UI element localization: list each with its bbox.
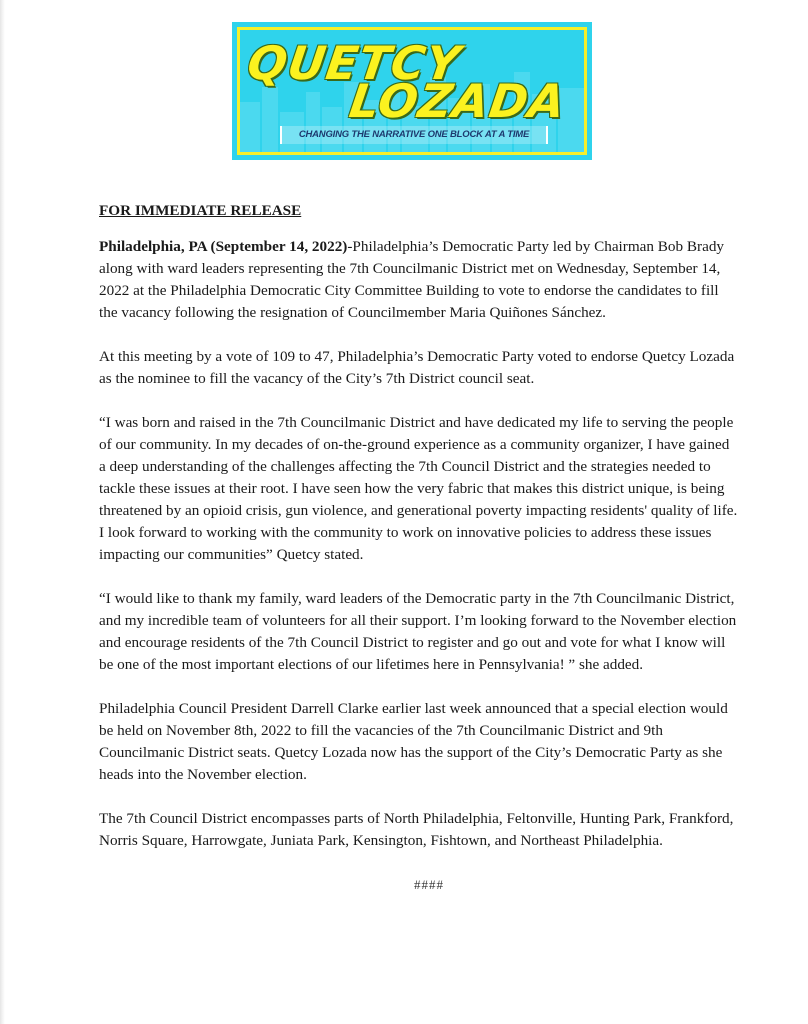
logo-first-name: QUETCY [244, 36, 465, 90]
page-edge-shadow [0, 0, 5, 1024]
logo-last-name: LOZADA [346, 74, 570, 128]
logo-tagline: CHANGING THE NARRATIVE ONE BLOCK AT A TIME [280, 126, 548, 144]
paragraph-vote: At this meeting by a vote of 109 to 47, Philadelphia’s Democratic Party voted to endorse Quetcy Lozada as the nominee to fill the vacancy of the City’s 7th District council seat. [99, 348, 735, 387]
press-release-body [99, 200, 739, 896]
dateline: Philadelphia, PA (September 14, 2022) [99, 238, 348, 255]
paragraph-text: -Philadelphia’s Democratic Party led by Chairman Bob Brady along with ward leaders representing the 7th Councilmanic District met on Wednesday, September 14, 2022 at the Philadelphia Democratic City Committee Building to vote to endorse the candidates to fill the vacancy following the resignation of Councilmember Maria Quiñones Sánchez. [99, 238, 725, 321]
paragraph-quote-1: “I was born and raised in the 7th Councilmanic District and have dedicated my life to serving the people of our community. In my decades of on-the-ground experience as a community organizer, I have gained a deep understanding of the challenges affecting the 7th Council District and the strategies needed to tackle these issues at their root. I have seen how the very fabric that makes this district unique, is being threatened by an opioid crisis, gun violence, and generational poverty impacting residents' quality of life. I look forward to working with the community to work on innovative policies to address these issues impacting our communities” Quetcy stated. [99, 414, 738, 563]
end-of-release-mark: #### [414, 877, 444, 892]
paragraph-quote-2: “I would like to thank my family, ward leaders of the Democratic party in the 7th Councilmanic District, and my incredible team of volunteers for all their support. I’m looking forward to the November election and encourage residents of the 7th Council District to register and go out and vote for what I know will be one of the most important elections of our lifetimes here in Pennsylvania! ” she added. [99, 590, 737, 673]
paragraph-special-election: Philadelphia Council President Darrell Clarke earlier last week announced that a special election would be held on November 8th, 2022 to fill the vacancies of the 7th Councilmanic District and 9th Councilmanic District seats. Quetcy Lozada now has the support of the City’s Democratic Party as she heads into the November election. [99, 700, 728, 783]
campaign-logo-banner [232, 22, 592, 160]
paragraph-intro [99, 236, 739, 324]
release-heading: FOR IMMEDIATE RELEASE [99, 202, 302, 219]
paragraph-district: The 7th Council District encompasses parts of North Philadelphia, Feltonville, Hunting Park, Frankford, Norris Square, Harrowgate, Juniata Park, Kensington, Fishtown, and Northeast Philadelphia. [99, 810, 734, 849]
